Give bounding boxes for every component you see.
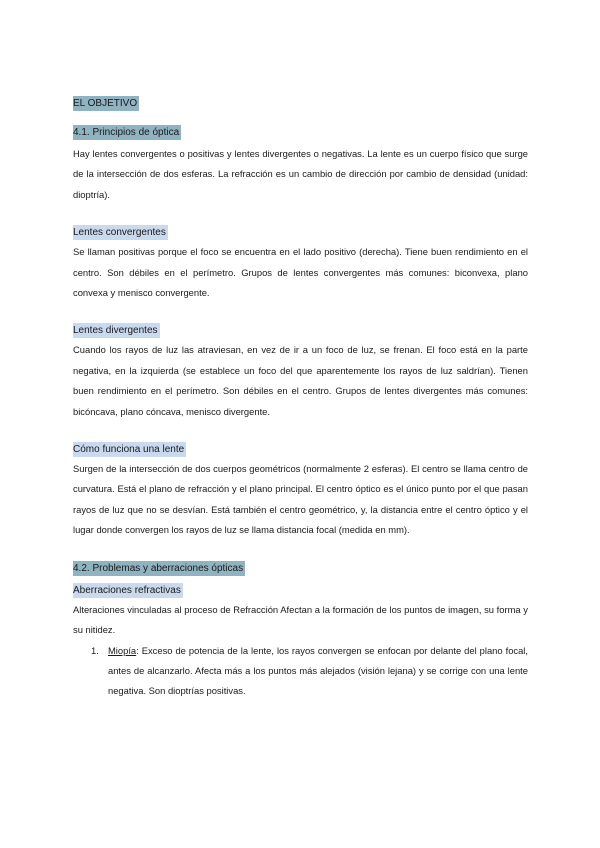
section-1-intro: Hay lentes convergentes o positivas y lentes divergentes o negativas. La lente es un cuerpo físico que surge de la intersección de dos esferas. La refracción es un cambio de dirección por cambio de densidad (unidad: dioptría).	[73, 148, 528, 200]
divergentes-text: Cuando los rayos de luz las atraviesan, en vez de ir a un foco de luz, se frenan. El foco está en la parte negativa, en la izquierda (se establece un foco del que aparentemente los rayos de luz saldrían). Tienen buen rendimiento en el perímetro. Son débiles en el centro. Grupos de lentes divergentes más comunes: bicóncava, plano cóncava, menisco divergente.	[73, 344, 528, 417]
convergentes-text: Se llaman positivas porque el foco se encuentra en el lado positivo (derecha). Tiene buen rendimiento en el centro. Son débiles en el perímetro. Grupos de lentes convergentes más comunes: biconvexa, plano convexa y menisco convergente.	[73, 246, 528, 299]
document-title: EL OBJETIVO	[73, 98, 138, 109]
list-item	[73, 641, 528, 702]
funciona-text: Surgen de la intersección de dos cuerpos geométricos (normalmente 2 esferas). El centro se llama centro de curvatura. Está el plano de refracción y el plano principal. El centro óptico es el único punto por el que pasan rayos de luz que no se desvían. Está también el centro geométrico, y, la distancia entre el centro óptico y el lugar donde convergen los rayos de luz se llama distancia focal (medida en mm).	[73, 463, 528, 536]
section-1-heading: 4.1. Principios de óptica	[73, 127, 180, 138]
list-item-term: Miopía	[108, 644, 137, 656]
document-title-row	[73, 93, 528, 111]
list-item-number: 1.	[91, 644, 99, 656]
convergentes-heading-row	[73, 222, 528, 240]
divergentes-heading-row	[73, 320, 528, 338]
refractivas-heading: Aberraciones refractivas	[73, 584, 181, 596]
convergentes-heading: Lentes convergentes	[73, 227, 166, 239]
section-2-heading: 4.2. Problemas y aberraciones ópticas	[73, 562, 244, 574]
refractivas-list	[73, 641, 528, 702]
divergentes-heading: Lentes divergentes	[73, 325, 158, 337]
refractivas-heading-row	[73, 580, 528, 598]
funciona-heading: Cómo funciona una lente	[73, 444, 185, 456]
document-page	[73, 93, 528, 702]
section-1-heading-row	[73, 122, 528, 140]
list-item-text: : Exceso de potencia de la lente, los rayos convergen se enfocan por delante del plano focal, antes de alcanzarlo. Afecta más a los puntos más alejados (visión lejana) y se corrige con una lente negativa. Son dioptrías positivas.	[108, 644, 528, 697]
funciona-heading-row	[73, 439, 528, 457]
refractivas-text: Alteraciones vinculadas al proceso de Refracción Afectan a la formación de los puntos de imagen, su forma y su nitidez.	[73, 603, 528, 636]
section-2-heading-row	[73, 558, 528, 576]
